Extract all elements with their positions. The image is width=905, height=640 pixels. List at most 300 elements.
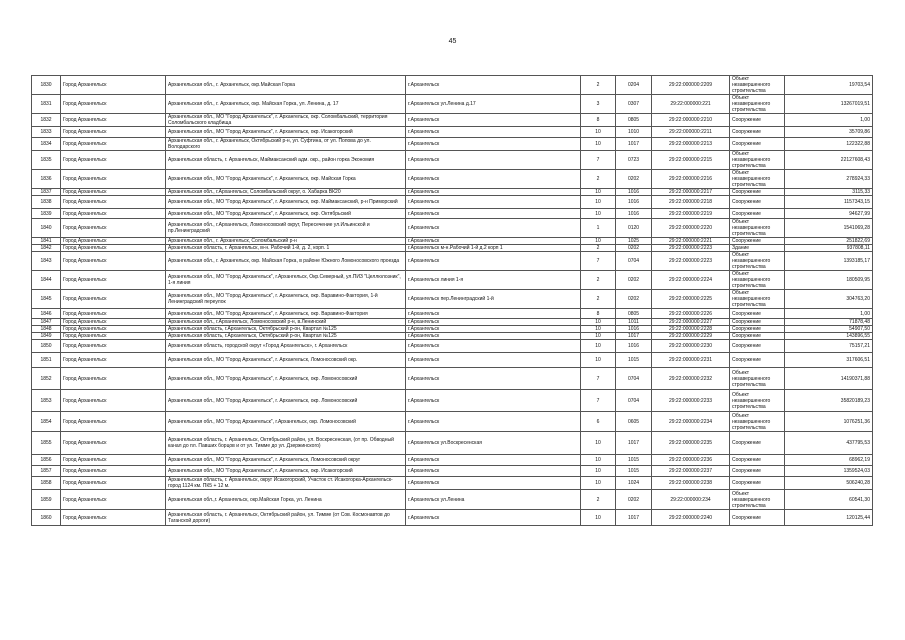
- owner-name: Город Архангельск: [61, 319, 166, 326]
- record-number: 1834: [32, 138, 61, 151]
- address: Архангельская область, г.Архангельск, Октябрьский р-он, Квартал №125: [166, 333, 406, 340]
- address: Архангельская область, г. Архангельск, Октябрьский район, ул. Тимме (от Сов. Космонавтов до Таганской дороги): [166, 510, 406, 526]
- table-row: [32, 490, 873, 510]
- address: Архангельская обл., МО "Город Архангельск", г. Архангельск, Ломоносовский округ: [166, 455, 406, 466]
- object-type: Объект незавершенного строительства: [730, 490, 785, 510]
- location: г.Архангельск: [406, 477, 581, 490]
- record-number: 1837: [32, 189, 61, 196]
- object-type: Объект незавершенного строительства: [730, 76, 785, 95]
- address: Архангельская обл., МО "Город Архангельск", г. Архангельск, окр. Ломоносовский: [166, 390, 406, 412]
- cadastral-value: 54907,50: [785, 326, 873, 333]
- address: Архангельская обл., г. Архангельск, Октябрьский р-н, ул. Суфтина, от ул. Попова до ул. Володарского: [166, 138, 406, 151]
- table-row: [32, 189, 873, 196]
- quarter-code: 7: [581, 252, 616, 271]
- address: Архангельская обл., МО "Город Архангельск", г. Архангельск, Ломоносовский окр.: [166, 353, 406, 368]
- page-number: 45: [448, 38, 457, 45]
- object-type: Сооружение: [730, 466, 785, 477]
- object-type: Сооружение: [730, 477, 785, 490]
- cadastral-number: 29:22:000000:2225: [652, 290, 730, 309]
- block-code: 0202: [616, 290, 652, 309]
- block-code: 1015: [616, 455, 652, 466]
- object-type: Сооружение: [730, 432, 785, 455]
- block-code: 1015: [616, 353, 652, 368]
- location: г.Архангельск пер.Ленинградский 1-й: [406, 290, 581, 309]
- block-code: 0202: [616, 271, 652, 290]
- cadastral-value: 68962,19: [785, 455, 873, 466]
- record-number: 1848: [32, 326, 61, 333]
- cadastral-value: 3115,33: [785, 189, 873, 196]
- object-type: Сооружение: [730, 196, 785, 209]
- owner-name: Город Архангельск: [61, 95, 166, 114]
- quarter-code: 10: [581, 326, 616, 333]
- cadastral-number: 29:22:000000:2235: [652, 432, 730, 455]
- cadastral-number: 29:22:000000:2224: [652, 271, 730, 290]
- table-row: [32, 170, 873, 189]
- object-type: Объект незавершенного строительства: [730, 412, 785, 432]
- owner-name: Город Архангельск: [61, 510, 166, 526]
- address: Архангельская область, г. Архангельск, Маймаксанский адм. окр., район горка Экономия: [166, 151, 406, 170]
- cadastral-number: 29:22:000000:234: [652, 490, 730, 510]
- owner-name: Город Архангельск: [61, 219, 166, 238]
- cadastral-number: 29:22:000000:2230: [652, 340, 730, 353]
- cadastral-number: 29:22:000000:2211: [652, 127, 730, 138]
- address: Архангельская область, г.Архангельск, Октябрьский р-он, Квартал №125: [166, 326, 406, 333]
- table-row: [32, 432, 873, 455]
- table-row: [32, 309, 873, 319]
- cadastral-value: 143896,55: [785, 333, 873, 340]
- cadastral-number: 29:22:000000:2213: [652, 138, 730, 151]
- cadastral-number: 29:22:000000:2233: [652, 390, 730, 412]
- owner-name: Город Архангельск: [61, 455, 166, 466]
- record-number: 1858: [32, 477, 61, 490]
- location: г.Архангельск: [406, 170, 581, 189]
- owner-name: Город Архангельск: [61, 477, 166, 490]
- cadastral-value: 251822,69: [785, 238, 873, 245]
- object-type: Объект незавершенного строительства: [730, 390, 785, 412]
- owner-name: Город Архангельск: [61, 245, 166, 252]
- cadastral-number: 29:22:000000:2238: [652, 477, 730, 490]
- block-code: 1017: [616, 138, 652, 151]
- quarter-code: 10: [581, 189, 616, 196]
- cadastral-number: 29:22:000000:2219: [652, 209, 730, 219]
- table-row: [32, 245, 873, 252]
- object-type: Сооружение: [730, 510, 785, 526]
- quarter-code: 10: [581, 510, 616, 526]
- table-row: [32, 271, 873, 290]
- cadastral-value: 506240,28: [785, 477, 873, 490]
- owner-name: Город Архангельск: [61, 252, 166, 271]
- address: Архангельская обл., МО "Город Архангельск", г. Архангельск, окр. Исакогорский: [166, 127, 406, 138]
- cadastral-value: 75157,21: [785, 340, 873, 353]
- quarter-code: 8: [581, 114, 616, 127]
- object-type: Сооружение: [730, 138, 785, 151]
- record-number: 1840: [32, 219, 61, 238]
- record-number: 1859: [32, 490, 61, 510]
- cadastral-number: 29:22:000000:2232: [652, 368, 730, 390]
- table-row: [32, 319, 873, 326]
- table-row: [32, 196, 873, 209]
- record-number: 1856: [32, 455, 61, 466]
- cadastral-number: 29:22:000000:221: [652, 95, 730, 114]
- block-code: 0704: [616, 390, 652, 412]
- table-row: [32, 368, 873, 390]
- owner-name: Город Архангельск: [61, 290, 166, 309]
- cadastral-number: 29:22:000000:2223: [652, 252, 730, 271]
- table-row: [32, 412, 873, 432]
- quarter-code: 2: [581, 170, 616, 189]
- table-row: [32, 340, 873, 353]
- location: г.Архангельск: [406, 326, 581, 333]
- block-code: 1016: [616, 189, 652, 196]
- quarter-code: 10: [581, 196, 616, 209]
- table-row: [32, 290, 873, 309]
- cadastral-value: 1,00: [785, 309, 873, 319]
- cadastral-value: 22127608,43: [785, 151, 873, 170]
- owner-name: Город Архангельск: [61, 238, 166, 245]
- block-code: 0202: [616, 170, 652, 189]
- owner-name: Город Архангельск: [61, 170, 166, 189]
- block-code: 1011: [616, 319, 652, 326]
- block-code: 1016: [616, 340, 652, 353]
- table-row: [32, 510, 873, 526]
- object-type: Сооружение: [730, 114, 785, 127]
- block-code: 1016: [616, 326, 652, 333]
- block-code: 0805: [616, 309, 652, 319]
- cadastral-value: 317606,51: [785, 353, 873, 368]
- block-code: 0120: [616, 219, 652, 238]
- object-type: Здание: [730, 245, 785, 252]
- location: г.Архангельск: [406, 390, 581, 412]
- block-code: 0605: [616, 412, 652, 432]
- register-table: [31, 75, 873, 526]
- cadastral-value: 19703,54: [785, 76, 873, 95]
- table-row: [32, 127, 873, 138]
- location: г.Архангельск м-н.Рабочий 1-й д.2 корп 1: [406, 245, 581, 252]
- address: Архангельская обл., г.Архангельск, Соломбальский округ, о. Хабарка ВК20: [166, 189, 406, 196]
- address: Архангельская обл., МО "Город Архангельск", г. Архангельск, окр. Маймаксанский, р-н Приморский: [166, 196, 406, 209]
- cadastral-number: 29:22:000000:2210: [652, 114, 730, 127]
- table-row: [32, 238, 873, 245]
- cadastral-value: 122322,88: [785, 138, 873, 151]
- record-number: 1836: [32, 170, 61, 189]
- table-row: [32, 353, 873, 368]
- cadastral-value: 120125,44: [785, 510, 873, 526]
- cadastral-number: 29:22:000000:2216: [652, 170, 730, 189]
- location: г.Архангельск: [406, 368, 581, 390]
- location: г.Архангельск: [406, 333, 581, 340]
- record-number: 1833: [32, 127, 61, 138]
- block-code: 1016: [616, 196, 652, 209]
- record-number: 1844: [32, 271, 61, 290]
- quarter-code: 1: [581, 219, 616, 238]
- location: г.Архангельск: [406, 76, 581, 95]
- location: г.Архангельск: [406, 238, 581, 245]
- quarter-code: 7: [581, 390, 616, 412]
- quarter-code: 10: [581, 340, 616, 353]
- quarter-code: 10: [581, 353, 616, 368]
- address: Архангельская обл., МО "Город Архангельск", г. Архангельск, окр. Ломоносовский: [166, 368, 406, 390]
- owner-name: Город Архангельск: [61, 432, 166, 455]
- quarter-code: 10: [581, 333, 616, 340]
- cadastral-value: 13267019,51: [785, 95, 873, 114]
- address: Архангельская обл., МО "Город Архангельск", г. Архангельск, окр. Октябрьский: [166, 209, 406, 219]
- object-type: Сооружение: [730, 333, 785, 340]
- table-row: [32, 390, 873, 412]
- block-code: 1024: [616, 477, 652, 490]
- address: Архангельская область, городской округ «Город Архангельск», г. Архангельск: [166, 340, 406, 353]
- cadastral-value: 71878,48: [785, 319, 873, 326]
- block-code: 0202: [616, 245, 652, 252]
- address: Архангельская обл., МО "Город Архангельск", г. Архангельск, окр. Майская Горка: [166, 170, 406, 189]
- cadastral-value: 60541,30: [785, 490, 873, 510]
- block-code: 0723: [616, 151, 652, 170]
- cadastral-value: 35709,86: [785, 127, 873, 138]
- location: г.Архангельск: [406, 510, 581, 526]
- address: Архангельская обл., г.Архангельск, Ломоносовский округ, Пересечение ул.Ильинской и пр.Ленинградский: [166, 219, 406, 238]
- cadastral-number: 29:22:000000:2218: [652, 196, 730, 209]
- owner-name: Город Архангельск: [61, 340, 166, 353]
- cadastral-number: 29:22:000000:2231: [652, 353, 730, 368]
- location: г.Архангельск: [406, 252, 581, 271]
- cadastral-number: 29:22:000000:2220: [652, 219, 730, 238]
- quarter-code: 10: [581, 238, 616, 245]
- object-type: Сооружение: [730, 189, 785, 196]
- address: Архангельская обл., МО "Город Архангельск", г. Архангельск, окр. Варавино-Фактория: [166, 309, 406, 319]
- cadastral-number: 29:22:000000:2240: [652, 510, 730, 526]
- address: Архангельская обл., г. Архангельск, Соломбальский р-н: [166, 238, 406, 245]
- table-row: [32, 333, 873, 340]
- address: Архангельская обл., МО "Город Архангельск", г. Архангельск, окр. Соломбальский, территория Соломбальского кладбища: [166, 114, 406, 127]
- cadastral-number: 29:22:000000:2215: [652, 151, 730, 170]
- location: г.Архангельск: [406, 196, 581, 209]
- block-code: 0202: [616, 490, 652, 510]
- object-type: Сооружение: [730, 455, 785, 466]
- record-number: 1843: [32, 252, 61, 271]
- address: Архангельская область, г. Архангельск, округ Исакогорский, Участок ст. Исакогорка-Архангельск-город 1124 км. ПК5 + 12 м.: [166, 477, 406, 490]
- location: г.Архангельск: [406, 309, 581, 319]
- quarter-code: 6: [581, 412, 616, 432]
- location: г.Архангельск ул.Ленина д.17: [406, 95, 581, 114]
- location: г.Архангельск: [406, 209, 581, 219]
- location: г.Архангельск: [406, 114, 581, 127]
- address: Архангельская обл., МО "Город Архангельск", г.Архангельск, Окр.Северный, ул.ПИЗ "Целлюлозник", 1-я линия: [166, 271, 406, 290]
- cadastral-value: 1076251,36: [785, 412, 873, 432]
- cadastral-value: 1157343,15: [785, 196, 873, 209]
- record-number: 1849: [32, 333, 61, 340]
- location: г.Архангельск: [406, 455, 581, 466]
- location: г.Архангельск ул.Ленина: [406, 490, 581, 510]
- owner-name: Город Архангельск: [61, 138, 166, 151]
- cadastral-value: 1393185,17: [785, 252, 873, 271]
- record-number: 1846: [32, 309, 61, 319]
- block-code: 1017: [616, 432, 652, 455]
- record-number: 1839: [32, 209, 61, 219]
- address: Архангельская обл., МО "Город Архангельск", г. Архангельск, окр. Варавино-Фактория, 1-й Ленинградский переулок: [166, 290, 406, 309]
- object-type: Объект незавершенного строительства: [730, 368, 785, 390]
- location: г.Архангельск: [406, 412, 581, 432]
- address: Архангельская обл., МО "Город Архангельск", г. Архангельск, окр. Исакогорский: [166, 466, 406, 477]
- owner-name: Город Архангельск: [61, 309, 166, 319]
- record-number: 1832: [32, 114, 61, 127]
- record-number: 1850: [32, 340, 61, 353]
- address: Архангельская область, г. Архангельск, Октябрьский район, ул. Воскресенская, (от пр. Обводный канал до пл. Павших борцов и от ул. Тимме до ул. Дзержинского): [166, 432, 406, 455]
- address: Архангельская область, г. Архангельск, м-н. Рабочий 1-й, д. 2, корп. 1: [166, 245, 406, 252]
- table-row: [32, 76, 873, 95]
- table-row: [32, 151, 873, 170]
- block-code: 0307: [616, 95, 652, 114]
- quarter-code: 10: [581, 477, 616, 490]
- cadastral-number: 29:22:000000:2209: [652, 76, 730, 95]
- quarter-code: 10: [581, 432, 616, 455]
- table-row: [32, 114, 873, 127]
- block-code: 1017: [616, 333, 652, 340]
- quarter-code: 10: [581, 209, 616, 219]
- quarter-code: 7: [581, 151, 616, 170]
- quarter-code: 3: [581, 95, 616, 114]
- block-code: 0805: [616, 114, 652, 127]
- quarter-code: 2: [581, 290, 616, 309]
- record-number: 1831: [32, 95, 61, 114]
- owner-name: Город Архангельск: [61, 353, 166, 368]
- location: г.Архангельск: [406, 189, 581, 196]
- owner-name: Город Архангельск: [61, 114, 166, 127]
- owner-name: Город Архангельск: [61, 196, 166, 209]
- location: г.Архангельск: [406, 319, 581, 326]
- block-code: 1010: [616, 127, 652, 138]
- cadastral-value: 35820189,23: [785, 390, 873, 412]
- address: Архангельская обл., МО "Город Архангельск", г.Архангельск, окр. Ломоносовский: [166, 412, 406, 432]
- cadastral-number: 29:22:000000:2223: [652, 245, 730, 252]
- quarter-code: 2: [581, 245, 616, 252]
- table-row: [32, 219, 873, 238]
- location: г.Архангельск: [406, 353, 581, 368]
- quarter-code: 7: [581, 368, 616, 390]
- owner-name: Город Архангельск: [61, 271, 166, 290]
- owner-name: Город Архангельск: [61, 326, 166, 333]
- owner-name: Город Архангельск: [61, 76, 166, 95]
- cadastral-value: 14190371,88: [785, 368, 873, 390]
- cadastral-value: 1359524,03: [785, 466, 873, 477]
- record-number: 1841: [32, 238, 61, 245]
- record-number: 1838: [32, 196, 61, 209]
- object-type: Объект незавершенного строительства: [730, 252, 785, 271]
- object-type: Сооружение: [730, 319, 785, 326]
- quarter-code: 2: [581, 490, 616, 510]
- record-number: 1835: [32, 151, 61, 170]
- owner-name: Город Архангельск: [61, 333, 166, 340]
- object-type: Объект незавершенного строительства: [730, 151, 785, 170]
- object-type: Сооружение: [730, 340, 785, 353]
- object-type: Сооружение: [730, 209, 785, 219]
- location: г.Архангельск: [406, 466, 581, 477]
- record-number: 1845: [32, 290, 61, 309]
- object-type: Объект незавершенного строительства: [730, 290, 785, 309]
- address: Архангельская обл.,г. Архангельск, окр.Майская Горка, ул. Ленина: [166, 490, 406, 510]
- location: г.Архангельск: [406, 151, 581, 170]
- address: Архангельская обл., г.Архангельск, Ломоносовский р-н, в.Ленинский: [166, 319, 406, 326]
- cadastral-number: 29:22:000000:2237: [652, 466, 730, 477]
- cadastral-value: 937808,11: [785, 245, 873, 252]
- block-code: 1017: [616, 510, 652, 526]
- owner-name: Город Архангельск: [61, 390, 166, 412]
- cadastral-number: 29:22:000000:2236: [652, 455, 730, 466]
- owner-name: Город Архангельск: [61, 412, 166, 432]
- record-number: 1855: [32, 432, 61, 455]
- cadastral-number: 29:22:000000:2221: [652, 238, 730, 245]
- address: Архангельская обл., г. Архангельск, окр. Майская Горка, в районе Южного Ломоносовского проезда: [166, 252, 406, 271]
- cadastral-number: 29:22:000000:2234: [652, 412, 730, 432]
- table-row: [32, 138, 873, 151]
- location: г.Архангельск ул.Воскресенская: [406, 432, 581, 455]
- quarter-code: 2: [581, 76, 616, 95]
- cadastral-value: 180509,95: [785, 271, 873, 290]
- quarter-code: 10: [581, 455, 616, 466]
- quarter-code: 2: [581, 271, 616, 290]
- block-code: 1016: [616, 209, 652, 219]
- cadastral-number: 29:22:000000:2228: [652, 326, 730, 333]
- record-number: 1842: [32, 245, 61, 252]
- cadastral-value: 94627,99: [785, 209, 873, 219]
- block-code: 0704: [616, 368, 652, 390]
- owner-name: Город Архангельск: [61, 209, 166, 219]
- quarter-code: 10: [581, 138, 616, 151]
- object-type: Сооружение: [730, 238, 785, 245]
- block-code: 0704: [616, 252, 652, 271]
- address: Архангельская обл., г. Архангельск, окр. Майская Горка, ул. Ленина, д. 17: [166, 95, 406, 114]
- cadastral-value: 1541069,28: [785, 219, 873, 238]
- table-row: [32, 252, 873, 271]
- object-type: Сооружение: [730, 353, 785, 368]
- table-row: [32, 455, 873, 466]
- record-number: 1854: [32, 412, 61, 432]
- owner-name: Город Архангельск: [61, 490, 166, 510]
- cadastral-number: 29:22:000000:2226: [652, 309, 730, 319]
- location: г.Архангельск: [406, 219, 581, 238]
- quarter-code: 10: [581, 466, 616, 477]
- object-type: Объект незавершенного строительства: [730, 271, 785, 290]
- location: г.Архангельск: [406, 138, 581, 151]
- block-code: 0204: [616, 76, 652, 95]
- record-number: 1857: [32, 466, 61, 477]
- quarter-code: 10: [581, 319, 616, 326]
- table-row: [32, 466, 873, 477]
- table-row: [32, 326, 873, 333]
- location: г.Архангельск линия 1-я: [406, 271, 581, 290]
- owner-name: Город Архангельск: [61, 368, 166, 390]
- table-row: [32, 95, 873, 114]
- owner-name: Город Архангельск: [61, 466, 166, 477]
- record-number: 1851: [32, 353, 61, 368]
- address: Архангельская обл., г. Архангельск, окр.Майская Горка: [166, 76, 406, 95]
- location: г.Архангельск: [406, 127, 581, 138]
- object-type: Объект незавершенного строительства: [730, 95, 785, 114]
- object-type: Сооружение: [730, 309, 785, 319]
- table-row: [32, 209, 873, 219]
- object-type: Сооружение: [730, 127, 785, 138]
- record-number: 1847: [32, 319, 61, 326]
- table-row: [32, 477, 873, 490]
- block-code: 1015: [616, 466, 652, 477]
- cadastral-value: 304763,20: [785, 290, 873, 309]
- object-type: Объект незавершенного строительства: [730, 170, 785, 189]
- cadastral-value: 278924,33: [785, 170, 873, 189]
- block-code: 1025: [616, 238, 652, 245]
- owner-name: Город Архангельск: [61, 151, 166, 170]
- owner-name: Город Архангельск: [61, 127, 166, 138]
- quarter-code: 10: [581, 127, 616, 138]
- record-number: 1852: [32, 368, 61, 390]
- location: г.Архангельск: [406, 340, 581, 353]
